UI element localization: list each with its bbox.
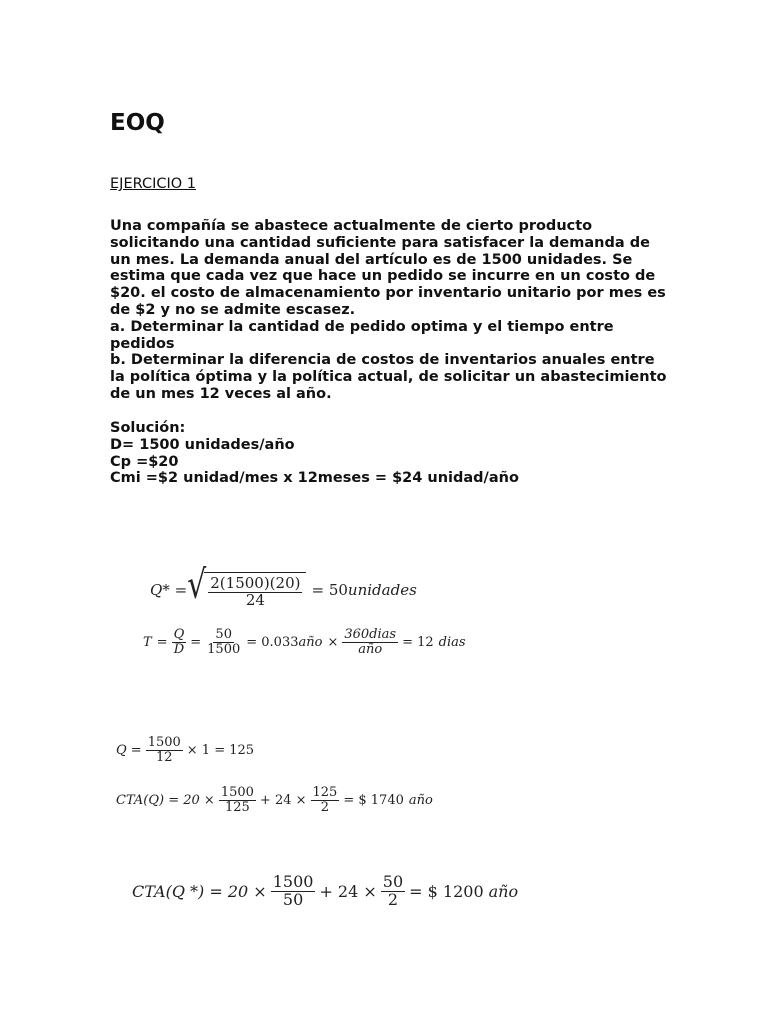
formula-result: = $ 1740 (343, 792, 404, 808)
formula-result: = 0.033 (246, 634, 299, 650)
formula-denominator: 24 (245, 590, 265, 609)
formula-numerator: Q (173, 627, 185, 642)
formula-denominator: 2 (387, 889, 399, 909)
sqrt-symbol: √ $\frac{2(1500)(20)}{24}$ (187, 572, 306, 609)
formula-denominator: 125 (224, 799, 250, 815)
formula-unit: año (408, 792, 433, 808)
problem-line: pedidos (110, 335, 175, 352)
problem-line: a. Determinar la cantidad de pedido optima y el tiempo entre (110, 318, 614, 335)
formula-current-q (116, 736, 254, 764)
problem-line: un mes. La demanda anual del artículo es de 1500 unidades. Se (110, 251, 633, 268)
formula-numerator: 1500 (147, 735, 181, 750)
problem-line: de un mes 12 veces al año. (110, 385, 332, 402)
problem-line: b. Determinar la diferencia de costos de inventarios anuales entre (110, 352, 655, 369)
formula-lhs: CTA(Q *) = 20 × (132, 881, 267, 901)
problem-line: de $2 y no se admite escasez. (110, 301, 356, 318)
formula-time (143, 628, 466, 656)
formula-numerator: 50 (215, 627, 232, 642)
formula-numerator: 1500 (272, 872, 314, 891)
formula-lhs: Q* = (150, 581, 188, 600)
times-sign: × (327, 634, 339, 650)
formula-numerator: 50 (382, 872, 404, 891)
equals-sign: = (190, 634, 202, 650)
formula-numerator: 125 (312, 785, 338, 800)
formula-result: = 12 (402, 634, 434, 650)
formula-result: × 1 = 125 (186, 742, 255, 758)
solution-line: Cmi =$2 unidad/mes x 12meses = $24 unidad/año (110, 470, 519, 487)
formula-denominator: 12 (155, 749, 173, 765)
formula-numerator: 1500 (220, 785, 254, 800)
formula-lhs: T (143, 634, 152, 650)
problem-line: Una compañía se abastece actualmente de cierto producto (110, 218, 593, 234)
solution-line: D= 1500 unidades/año (110, 436, 295, 453)
formula-numerator: 360dias (344, 627, 397, 642)
formula-lhs: Q = (116, 742, 142, 758)
solution-line: Cp =$20 (110, 453, 179, 470)
exercise-heading: EJERCICIO 1 (110, 176, 197, 192)
formula-operator: + 24 × (259, 792, 307, 808)
solution-line: Solución: (110, 420, 186, 436)
solution-block (110, 420, 670, 487)
formula-unit: dias (438, 634, 466, 650)
problem-line: la política óptima y la política actual, de solicitar un abastecimiento (110, 369, 667, 386)
problem-statement (110, 218, 670, 403)
formula-denominator: año (358, 641, 383, 657)
formula-lhs: CTA(Q) = 20 × (116, 792, 215, 808)
document-title: EOQ (110, 110, 165, 136)
formula-unit: unidades (347, 581, 417, 600)
problem-line: solicitando una cantidad suficiente para satisfacer la demanda de (110, 234, 650, 251)
problem-line: $20. el costo de almacenamiento por inventario unitario por mes es (110, 285, 666, 302)
problem-line: estima que cada vez que hace un pedido se incurre en un costo de (110, 268, 656, 285)
formula-result: = $ 1200 (409, 881, 484, 901)
equals-sign: = (156, 634, 168, 650)
formula-operator: + 24 × (319, 881, 377, 901)
formula-unit: año (488, 881, 519, 901)
formula-unit: año (298, 634, 323, 650)
formula-eoq (150, 562, 417, 609)
formula-cta-optimal (132, 874, 518, 909)
formula-result: = 50 (311, 581, 348, 600)
formula-denominator: 1500 (207, 641, 241, 657)
formula-denominator: 2 (320, 799, 330, 815)
formula-cta-current (116, 786, 433, 814)
formula-denominator: 50 (282, 889, 304, 909)
formula-denominator: D (173, 641, 185, 657)
formula-numerator: 2(1500)(20) (210, 574, 301, 592)
